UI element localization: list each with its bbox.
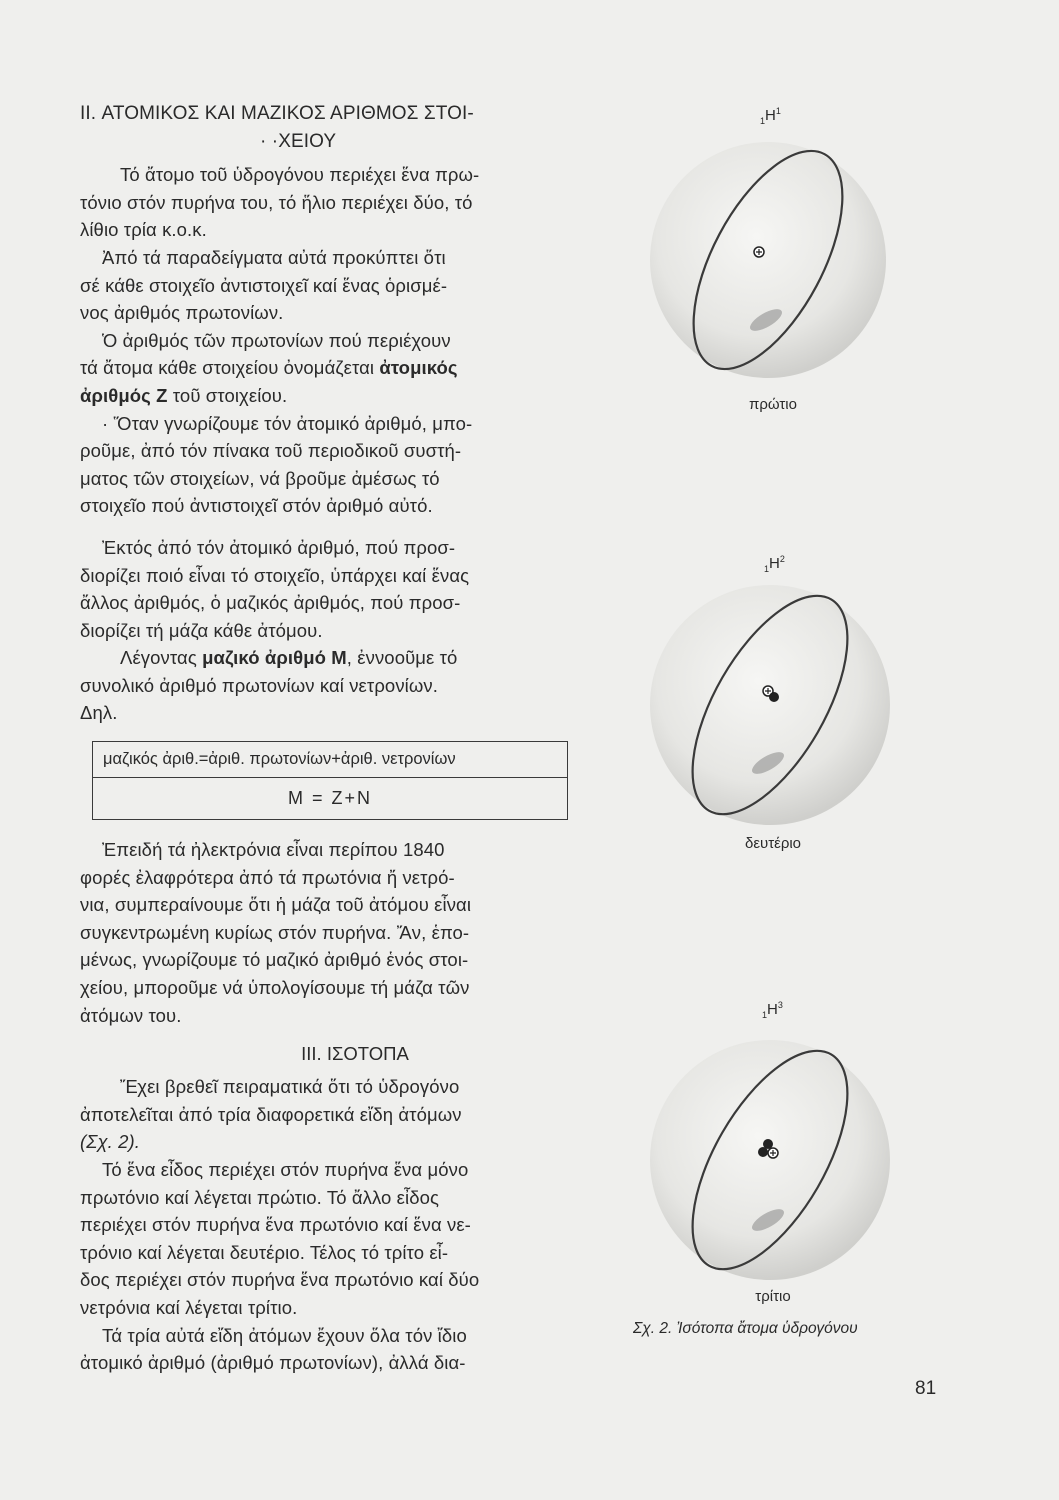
paragraph-line [80, 382, 570, 410]
isotope-label-protium [760, 106, 781, 126]
section-2-heading-line1: II. ΑΤΟΜΙΚΟΣ ΚΑΙ ΜΑΖΙΚΟΣ ΑΡΙΘΜΟΣ ΣΤΟΙ- [80, 103, 474, 124]
paragraph-line: Ἔχει βρεθεῖ πειραματικά ὅτι τό ὑδρογόνο [120, 1076, 460, 1098]
paragraph-line: πρωτόνιο καί λέγεται πρώτιο. Τό ἄλλο εἶδος [80, 1186, 440, 1208]
bold-term: ἀτομικός [379, 357, 458, 379]
paragraph-line: ἀποτελεῖται ἀπό τρία διαφορετικά εἴδη ἀτόμων [80, 1103, 462, 1125]
paragraph-line: λίθιο τρία κ.ο.κ. [80, 219, 207, 241]
atom-sphere [650, 1040, 890, 1280]
paragraph-line: Ἐπειδή τά ἠλεκτρόνια εἶναι περίπου 1840 [102, 839, 445, 861]
paragraph-line: συγκεντρωμένη κυρίως στόν πυρήνα. Ἄν, ἑπο- [80, 921, 470, 943]
paragraph-line: διορίζει ποιό εἶναι τό στοιχεῖο, ὑπάρχει καί ἕνας [80, 564, 470, 586]
paragraph-line: ματος τῶν στοιχείων, νά βροῦμε ἀμέσως τό [80, 467, 440, 489]
paragraph-line: νετρόνια καί λέγεται τρίτιο. [80, 1296, 298, 1318]
isotope-name-tritium: τρίτιο [755, 1288, 791, 1305]
paragraph-line: τρόνιο καί λέγεται δευτέριο. Τέλος τό τρίτο εἶ- [80, 1241, 449, 1263]
tritium-atom-diagram [628, 1030, 918, 1290]
main-text-column [80, 100, 570, 1377]
element-symbol: H [767, 1001, 778, 1018]
figure-caption: Σχ. 2. Ἰσότοπα ἄτομα ὑδρογόνου [633, 1320, 858, 1337]
deuterium-atom-diagram [628, 575, 918, 835]
section-3-heading: III. ΙΣΟΤΟΠΑ [301, 1043, 409, 1065]
paragraph-line: τόνιο στόν πυρήνα του, τό ἥλιο περιέχει δύο, τό [80, 191, 473, 213]
paragraph-line: · Ὅταν γνωρίζουμε τόν ἀτομικό ἀριθμό, μπο- [102, 412, 473, 434]
neutron-icon [758, 1147, 768, 1157]
page-number: 81 [915, 1378, 937, 1399]
text-run: τά ἄτομα κάθε στοιχείου ὀνομάζεται [80, 357, 380, 379]
element-symbol: H [765, 107, 776, 124]
formula-words: μαζικός ἀριθ.=ἀριθ. πρωτονίων+ἀριθ. νετρονίων [93, 742, 567, 778]
bold-term: ἀριθμός Ζ [80, 384, 168, 406]
mass-number: 3 [777, 1000, 783, 1010]
bold-term: μαζικό ἀριθμό Μ [202, 647, 347, 669]
isotope-name-deuterium: δευτέριο [744, 835, 802, 852]
paragraph-line: μένως, γνωρίζουμε τό μαζικό ἀριθμό ἑνός στοι- [80, 949, 469, 971]
paragraph-line: ροῦμε, ἀπό τόν πίνακα τοῦ περιοδικοῦ συστή- [80, 440, 462, 462]
paragraph-line: Ἀπό τά παραδείγματα αὐτά προκύπτει ὅτι [102, 246, 446, 268]
paragraph-line [80, 644, 570, 672]
atomic-number: 1 [764, 564, 770, 574]
paragraph-line: ἄλλος ἀριθμός, ὁ μαζικός ἀριθμός, πού προσ- [80, 592, 461, 614]
formula-symbolic: M = Z+N [287, 788, 372, 809]
element-symbol: H [769, 555, 780, 572]
paragraph-line: δος περιέχει στόν πυρήνα ἕνα πρωτόνιο καί δύο [80, 1269, 480, 1291]
paragraph-line: Ὁ ἀριθμός τῶν πρωτονίων πού περιέχουν [102, 329, 451, 351]
mass-number: 2 [779, 554, 785, 564]
paragraph-line: διορίζει τή μάζα κάθε ἀτόμου. [80, 619, 323, 641]
section-2-heading-line2: · ·ΧΕΙΟΥ [260, 130, 337, 152]
atom-sphere [650, 585, 890, 825]
paragraph-line: νος ἀριθμός πρωτονίων. [80, 302, 284, 324]
paragraph-line: χείου, μποροῦμε νά ὑπολογίσουμε τή μάζα τῶν [80, 977, 470, 999]
paragraph-line: περιέχει στόν πυρήνα ἕνα πρωτόνιο καί ἕνα νε- [80, 1214, 471, 1236]
atomic-number: 1 [760, 116, 766, 126]
paragraph-line: Δηλ. [80, 702, 118, 724]
atomic-number: 1 [762, 1010, 768, 1020]
atom-sphere [650, 142, 886, 378]
protium-atom-diagram [628, 135, 918, 395]
paragraph-line: στοιχεῖο πού ἀντιστοιχεῖ στόν ἀριθμό αὐτό. [80, 495, 433, 517]
paragraph-line: σέ κάθε στοιχεῖο ἀντιστοιχεῖ καί ἕνας ὁρισμέ- [80, 274, 448, 296]
paragraph-line [80, 354, 570, 382]
isotope-name-protium: πρώτιο [749, 396, 797, 413]
paragraph-line: (Σχ. 2). [80, 1131, 141, 1153]
paragraph-line: φορές ἐλαφρότερα ἀπό τά πρωτόνια ἤ νετρό- [80, 866, 455, 888]
isotope-label-deuterium [764, 554, 785, 574]
paragraph-line: ἀτόμων του. [80, 1004, 182, 1026]
paragraph-line: συνολικό ἀριθμό πρωτονίων καί νετρονίων. [80, 674, 439, 696]
text-run: τοῦ στοιχείου. [167, 384, 288, 406]
mass-number-formula-box [92, 741, 568, 820]
mass-number: 1 [775, 106, 781, 116]
paragraph-line: Τό ἄτομο τοῦ ὑδρογόνου περιέχει ἕνα πρω- [120, 164, 480, 186]
text-run: Λέγοντας [120, 647, 203, 669]
neutron-icon [769, 692, 779, 702]
paragraph-line: Τό ἕνα εἶδος περιέχει στόν πυρήνα ἕνα μόνο [102, 1159, 469, 1180]
paragraph-line: Τά τρία αὐτά εἴδη ἀτόμων ἔχουν ὅλα τόν ἴδιο [102, 1324, 467, 1346]
text-run: , ἐννοοῦμε τό [346, 647, 458, 669]
paragraph-line: νια, συμπεραίνουμε ὅτι ἡ μάζα τοῦ ἀτόμου εἶναι [80, 894, 472, 916]
paragraph-line: Ἐκτός ἀπό τόν ἀτομικό ἀριθμό, πού προσ- [102, 536, 456, 558]
isotope-label-tritium [762, 1000, 783, 1020]
paragraph-line: ἀτομικό ἀριθμό (ἀριθμό πρωτονίων), ἀλλά δια- [80, 1352, 466, 1374]
